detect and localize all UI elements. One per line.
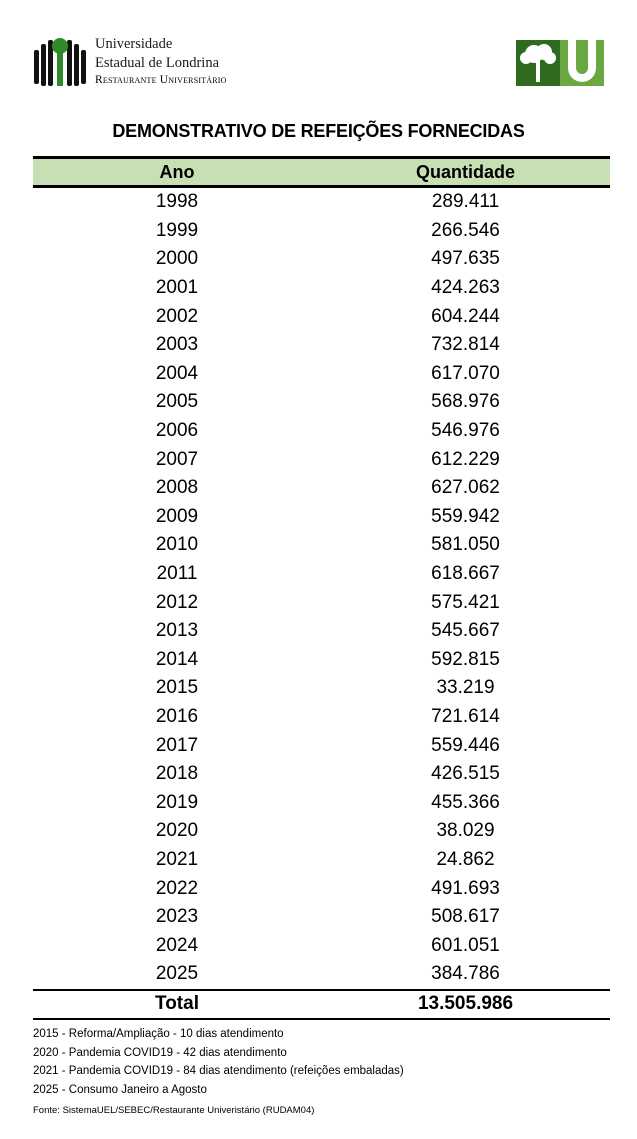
table-row — [33, 274, 610, 303]
total-label: Total — [155, 993, 199, 1015]
footnote-item: 2015 - Reforma/Ampliação - 10 dias atendimento — [33, 1028, 284, 1040]
quantity-cell: 581.050 — [431, 534, 500, 556]
total-value: 13.505.986 — [417, 993, 514, 1015]
table-row — [33, 646, 610, 675]
meals-table — [33, 156, 610, 1020]
footnote-item: 2020 - Pandemia COVID19 - 42 dias atendimento — [33, 1046, 287, 1059]
quantity-cell: 627.062 — [431, 477, 500, 499]
table-row — [33, 302, 610, 331]
table-row — [33, 788, 610, 817]
year-cell: 2010 — [155, 534, 199, 556]
year-cell: 1998 — [155, 191, 199, 213]
table-header — [33, 156, 610, 188]
year-cell: 2005 — [155, 391, 199, 413]
quantity-cell: 24.862 — [436, 848, 495, 870]
table-row — [33, 331, 610, 360]
table-row — [33, 474, 610, 503]
source-note: Fonte: SistemaUEL/SEBEC/Restaurante Univeristário (RUDAM04) — [33, 1105, 315, 1116]
page-title: DEMONSTRATIVO DE REFEIÇÕES FORNECIDAS — [112, 121, 525, 141]
year-cell: 2011 — [156, 563, 198, 585]
quantity-cell: 546.976 — [431, 420, 500, 442]
quantity-cell: 568.976 — [431, 391, 500, 413]
year-cell: 2013 — [155, 620, 199, 642]
column-header-quantity: Quantidade — [415, 161, 515, 182]
table-row — [33, 360, 610, 389]
quantity-cell: 592.815 — [431, 648, 500, 670]
quantity-cell: 604.244 — [431, 305, 500, 327]
uel-logo-icon — [33, 36, 87, 88]
year-cell: 2006 — [155, 420, 199, 442]
quantity-cell: 455.366 — [431, 791, 500, 813]
quantity-cell: 384.786 — [431, 963, 500, 985]
table-row — [33, 931, 610, 960]
year-cell: 2003 — [155, 334, 199, 356]
quantity-cell: 424.263 — [431, 277, 500, 299]
year-cell: 2014 — [155, 648, 199, 670]
year-cell: 2001 — [155, 277, 199, 299]
quantity-cell: 289.411 — [431, 191, 500, 213]
quantity-cell: 559.942 — [431, 505, 500, 527]
quantity-cell: 575.421 — [431, 591, 500, 613]
year-cell: 2004 — [155, 362, 199, 384]
table-row — [33, 874, 610, 903]
quantity-cell: 601.051 — [431, 934, 500, 956]
footnote-item: 2025 - Consumo Janeiro a Agosto — [33, 1083, 207, 1096]
table-row — [33, 388, 610, 417]
year-cell: 2022 — [155, 877, 199, 899]
table-row — [33, 588, 610, 617]
year-cell: 2023 — [155, 906, 199, 928]
table-row — [33, 846, 610, 875]
quantity-cell: 38.029 — [436, 820, 495, 842]
quantity-cell: 491.693 — [431, 877, 500, 899]
table-row — [33, 445, 610, 474]
quantity-cell: 33.219 — [436, 677, 495, 699]
year-cell: 2000 — [155, 248, 199, 270]
table-row — [33, 245, 610, 274]
table-row — [33, 703, 610, 732]
year-cell: 2021 — [155, 848, 199, 870]
quantity-cell: 426.515 — [431, 763, 500, 785]
table-row — [33, 217, 610, 246]
year-cell: 2015 — [155, 677, 199, 699]
year-cell: 2007 — [155, 448, 199, 470]
table-row — [33, 188, 610, 217]
year-cell: 2016 — [155, 705, 199, 727]
year-cell: 2018 — [155, 763, 199, 785]
year-cell: 2002 — [155, 305, 199, 327]
table-row — [33, 503, 610, 532]
quantity-cell: 545.667 — [431, 620, 500, 642]
quantity-cell: 559.446 — [431, 734, 500, 756]
table-row — [33, 731, 610, 760]
year-cell: 2009 — [155, 505, 199, 527]
table-row — [33, 960, 610, 989]
year-cell: 1999 — [155, 219, 199, 241]
table-row — [33, 617, 610, 646]
quantity-cell: 266.546 — [431, 219, 500, 241]
table-row — [33, 817, 610, 846]
year-cell: 2025 — [155, 963, 199, 985]
quantity-cell: 497.635 — [431, 248, 500, 270]
quantity-cell: 617.070 — [431, 362, 500, 384]
year-cell: 2020 — [155, 820, 199, 842]
university-line1: Universidade — [95, 36, 173, 52]
university-line2: Estadual de Londrina — [95, 54, 220, 71]
quantity-cell: 732.814 — [431, 334, 500, 356]
quantity-cell: 508.617 — [431, 906, 500, 928]
table-row — [33, 417, 610, 446]
column-header-year: Ano — [159, 161, 195, 182]
year-cell: 2017 — [155, 734, 199, 756]
year-cell: 2019 — [155, 791, 199, 813]
total-row — [33, 989, 610, 1020]
table-row — [33, 674, 610, 703]
year-cell: 2024 — [155, 934, 199, 956]
table-body — [33, 188, 610, 989]
quantity-cell: 618.667 — [431, 563, 500, 585]
year-cell: 2012 — [155, 591, 199, 613]
footnote-item: 2021 - Pandemia COVID19 - 84 dias atendimento (refeições embaladas) — [33, 1065, 404, 1077]
year-cell: 2008 — [155, 477, 199, 499]
quantity-cell: 612.229 — [431, 448, 500, 470]
restaurant-name: Restaurante Universitário — [95, 74, 227, 86]
table-row — [33, 903, 610, 932]
ru-logo-icon — [516, 40, 604, 86]
university-name — [95, 37, 227, 87]
footnotes — [33, 1025, 404, 1099]
table-row — [33, 760, 610, 789]
quantity-cell: 721.614 — [431, 705, 500, 727]
table-row — [33, 560, 610, 589]
table-row — [33, 531, 610, 560]
